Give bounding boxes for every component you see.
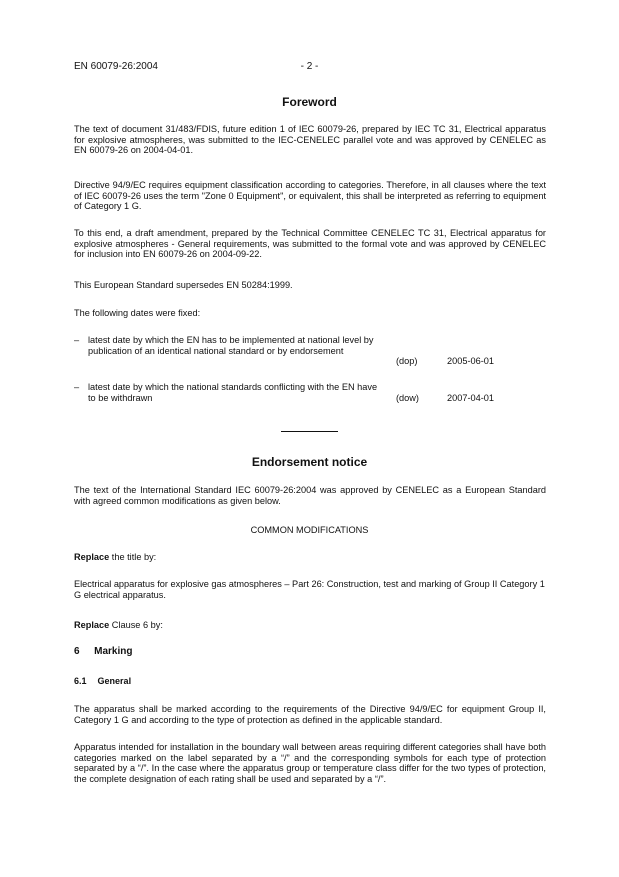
date-code: (dop)	[396, 356, 418, 366]
subsection-heading	[74, 676, 131, 686]
common-modifications-heading: COMMON MODIFICATIONS	[250, 525, 369, 535]
new-title-text: Electrical apparatus for explosive gas atmospheres – Part 26: Construction, test and marking of Group II Category 1 G electrical apparatus.	[74, 579, 545, 600]
date-description: latest date by which the national standards conflicting with the EN have to be withdrawn	[88, 382, 378, 403]
section-heading	[74, 646, 132, 657]
foreword-paragraph-5: The following dates were fixed:	[74, 308, 201, 318]
marking-paragraph-1: The apparatus shall be marked according to the requirements of the Directive 94/9/EC for equipment Group II, Category 1 G and according to the type of protection as defined in the applicable standard.	[74, 704, 546, 725]
marking-paragraph-2: Apparatus intended for installation in the boundary wall between areas requiring different categories shall have both categories marked on the label separated by a “/” and the corresponding symbols for each type of protection separated by a “/”. In the case where the apparatus group or temperature class differ for the two types of protection, the complete designation of each rating shall be used and separated by a “/”.	[74, 742, 546, 784]
list-item	[74, 382, 546, 404]
subsection-number: 6.1	[74, 676, 87, 686]
section-divider	[281, 431, 338, 432]
replace-title-text: the title by:	[109, 552, 157, 562]
foreword-paragraph-2: Directive 94/9/EC requires equipment classification according to categories. Therefore, in all clauses where the text of IEC 60079-26 uses the term "Zone 0 Equipment", or equivalent, this shall be interpreted as referring to equipment of Category 1 G.	[74, 180, 546, 212]
list-dash: –	[74, 382, 80, 392]
date-value: 2005-06-01	[447, 356, 494, 366]
endorsement-title: Endorsement notice	[251, 455, 368, 469]
date-description: latest date by which the EN has to be implemented at national level by publication of an identical national standard or by endorsement	[88, 335, 374, 356]
foreword-paragraph-3: To this end, a draft amendment, prepared by the Technical Committee CENELEC TC 31, Electrical apparatus for explosive atmospheres - General requirements, was submitted to the formal vote and was approved by CENELEC for inclusion into EN 60079-26 on 2004-09-22.	[74, 228, 546, 260]
section-title: Marking	[94, 646, 133, 657]
replace-clause-text: Clause 6 by:	[109, 620, 163, 630]
document-id: EN 60079-26:2004	[74, 61, 158, 72]
section-number: 6	[74, 646, 80, 657]
date-code: (dow)	[396, 393, 419, 403]
foreword-title: Foreword	[282, 95, 337, 109]
list-item	[74, 335, 546, 369]
subsection-title: General	[97, 676, 132, 686]
replace-label: Replace	[74, 620, 110, 630]
foreword-paragraph-4: This European Standard supersedes EN 50284:1999.	[74, 280, 293, 290]
date-value: 2007-04-01	[447, 393, 494, 403]
replace-label: Replace	[74, 552, 110, 562]
list-dash: –	[74, 335, 80, 345]
endorsement-paragraph: The text of the International Standard IEC 60079-26:2004 was approved by CENELEC as a European Standard with agreed common modifications as given below.	[74, 485, 546, 506]
replace-clause-line	[74, 620, 546, 631]
foreword-paragraph-1: The text of document 31/483/FDIS, future edition 1 of IEC 60079-26, prepared by IEC TC 31, Electrical apparatus for explosive atmospheres, was submitted to the IEC-CENELEC parallel vote and was approved by CENELEC as EN 60079-26 on 2004-04-01.	[74, 124, 546, 156]
page-number: - 2 -	[300, 61, 319, 72]
replace-title-line	[74, 552, 546, 563]
